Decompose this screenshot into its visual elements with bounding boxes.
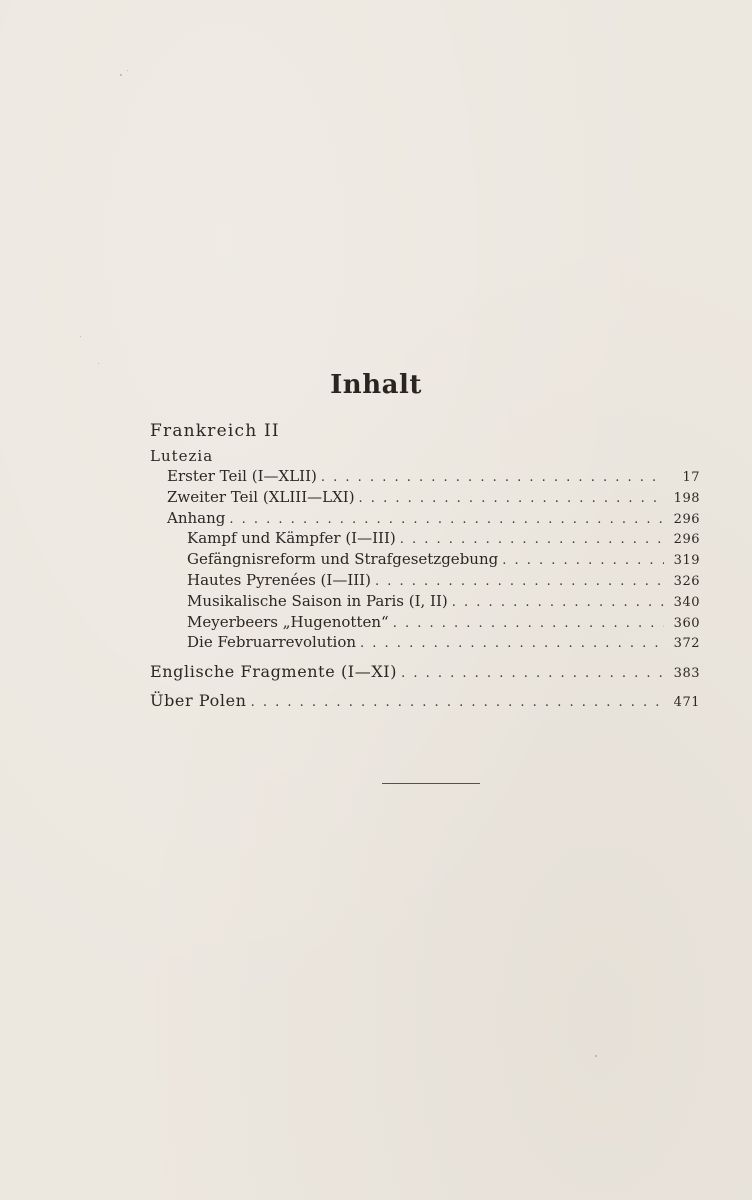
dot-leader [251, 690, 664, 715]
toc-section-page: 383 [673, 666, 700, 682]
dot-leader [360, 634, 664, 655]
toc-entry [150, 466, 700, 487]
toc-entry-page: 340 [673, 594, 700, 610]
toc-section-label: Englische Fragmente (I—XI) [150, 662, 398, 682]
toc-section-page: 471 [673, 695, 700, 711]
toc-entry-label: Hautes Pyrenées (I—III) [187, 570, 371, 589]
table-of-contents [150, 420, 700, 713]
toc-entry [150, 632, 700, 653]
dot-leader [401, 661, 664, 686]
toc-entry-page: 17 [682, 470, 700, 485]
paper-speck [127, 70, 128, 71]
end-rule [382, 783, 480, 784]
paper-speck [595, 1055, 597, 1057]
toc-section-label: Über Polen [150, 691, 247, 711]
toc-entry-label: Musikalische Saison in Paris (I, II) [187, 591, 448, 610]
toc-entry-label: Anhang [167, 508, 226, 527]
paper-speck [80, 336, 81, 337]
toc-entry [150, 612, 700, 633]
toc-entry [150, 528, 700, 549]
subsection-heading: Lutezia [150, 447, 214, 465]
paper-speck [120, 74, 122, 76]
dot-leader [452, 593, 664, 614]
toc-entry-page: 326 [673, 573, 700, 589]
toc-entry-label: Kampf und Kämpfer (I—III) [187, 529, 396, 548]
paper-speck [98, 363, 99, 364]
dot-leader [400, 530, 664, 551]
page-title: Inhalt [330, 370, 422, 400]
dot-leader [321, 468, 664, 489]
toc-entry [150, 487, 700, 508]
dot-leader [502, 551, 664, 572]
toc-entry-page: 198 [673, 490, 700, 506]
toc-entry-page: 360 [673, 615, 700, 631]
toc-entry-page: 296 [673, 532, 700, 548]
toc-entry-page: 372 [673, 636, 700, 652]
toc-entry-label: Zweiter Teil (XLIII—LXI) [167, 487, 355, 506]
toc-entry [150, 591, 700, 612]
toc-entry [150, 508, 700, 529]
section-heading: Frankreich II [150, 421, 280, 441]
toc-entry-page: 296 [673, 511, 700, 527]
toc-section-entry [150, 659, 700, 684]
toc-entry-page: 319 [673, 553, 700, 569]
toc-entry-label: Erster Teil (I—XLII) [167, 467, 317, 485]
toc-entry-label: Gefängnisreform und Strafgesetzgebung [187, 550, 499, 569]
toc-entry [150, 570, 700, 591]
dot-leader [375, 572, 664, 593]
toc-entry [150, 549, 700, 570]
dot-leader [359, 489, 664, 510]
toc-section-entry [150, 688, 700, 713]
dot-leader [393, 614, 664, 635]
toc-entry-label: Meyerbeers „Hugenotten“ [187, 612, 389, 631]
toc-entry-label: Die Februarrevolution [187, 633, 357, 652]
dot-leader [229, 510, 664, 531]
